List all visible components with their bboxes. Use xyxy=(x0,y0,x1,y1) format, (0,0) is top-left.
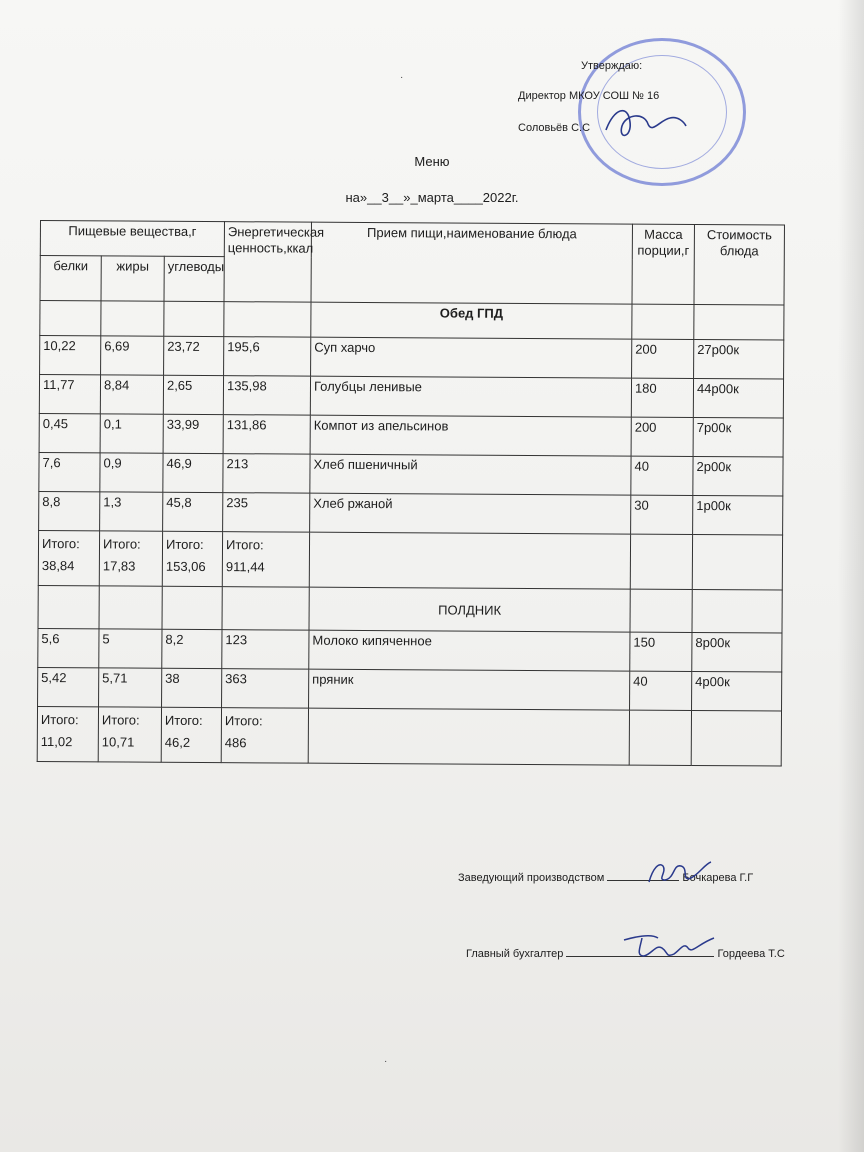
section-title: Обед ГПД xyxy=(311,302,632,339)
total-proteins: Итого: 38,84 xyxy=(38,530,99,585)
cell-proteins: 8,8 xyxy=(39,491,100,530)
cell-energy: 195,6 xyxy=(224,337,311,377)
accountant-name: Гордеева Т.С xyxy=(717,948,785,960)
cell-fats: 0,9 xyxy=(100,453,163,492)
cell-dish: Голубцы ленивые xyxy=(310,376,631,417)
cell-dish: пряник xyxy=(309,669,630,710)
header-energy: Энергетическая ценность,ккал xyxy=(224,222,311,303)
header-fats: жиры xyxy=(101,256,164,301)
cell-mass: 40 xyxy=(630,671,692,710)
header-proteins: белки xyxy=(40,256,101,301)
table-row xyxy=(39,452,783,496)
cell-proteins: 7,6 xyxy=(39,452,100,491)
total-fats: Итого: 10,71 xyxy=(98,707,161,762)
cell-fats: 6,69 xyxy=(101,336,164,375)
cell-cost: 1р00к xyxy=(693,495,783,535)
accountant-label: Главный бухгалтер xyxy=(466,948,564,960)
cell-energy: 235 xyxy=(223,493,310,533)
table-row xyxy=(40,336,784,380)
accountant-signature xyxy=(618,930,718,964)
total-proteins: Итого: 11,02 xyxy=(37,706,98,761)
table-row xyxy=(39,491,783,535)
cell-mass: 40 xyxy=(631,456,693,495)
total-carbs: Итого: 46,2 xyxy=(161,707,221,762)
cell-carbs: 45,8 xyxy=(163,492,223,531)
cell-dish: Хлеб ржаной xyxy=(310,493,631,534)
header-row-1 xyxy=(40,221,784,261)
table-row xyxy=(39,413,783,457)
cell-carbs: 46,9 xyxy=(163,453,223,492)
total-energy: Итого: 911,44 xyxy=(222,532,309,588)
cell-dish: Суп харчо xyxy=(311,337,632,378)
cell-cost: 27р00к xyxy=(694,339,784,379)
table-row xyxy=(38,667,782,711)
cell-fats: 1,3 xyxy=(100,492,163,531)
cell-energy: 135,98 xyxy=(223,376,310,416)
cell-mass: 200 xyxy=(631,417,693,456)
section-title: ПОЛДНИК xyxy=(309,587,630,632)
cell-dish: Хлеб пшеничный xyxy=(310,454,631,495)
cell-proteins: 10,22 xyxy=(40,336,101,375)
cell-energy: 363 xyxy=(222,669,309,709)
header-meal: Прием пищи,наименование блюда xyxy=(311,222,632,304)
cell-fats: 5,71 xyxy=(99,668,162,707)
cell-cost: 8р00к xyxy=(692,632,782,672)
cell-mass: 150 xyxy=(630,632,692,671)
table-row xyxy=(38,628,782,672)
section-row xyxy=(40,301,784,341)
total-row xyxy=(38,530,782,590)
total-energy: Итого: 486 xyxy=(221,708,308,764)
cell-fats: 0,1 xyxy=(100,414,163,453)
cell-dish: Компот из апельсинов xyxy=(310,415,631,456)
cell-energy: 131,86 xyxy=(223,415,310,455)
cell-cost: 2р00к xyxy=(693,456,783,496)
cell-dish: Молоко кипяченное xyxy=(309,630,630,671)
cell-proteins: 5,42 xyxy=(38,667,99,706)
cell-carbs: 2,65 xyxy=(163,375,223,414)
director-name: Соловьёв С.С xyxy=(518,122,591,134)
cell-carbs: 23,72 xyxy=(164,336,224,375)
total-row xyxy=(37,706,781,766)
total-fats: Итого: 17,83 xyxy=(99,531,162,586)
cell-proteins: 0,45 xyxy=(39,413,100,452)
cell-carbs: 8,2 xyxy=(162,629,222,668)
cell-energy: 123 xyxy=(222,630,309,670)
cell-mass: 180 xyxy=(631,378,693,417)
cell-proteins: 5,6 xyxy=(38,628,99,667)
paper-edge-shadow xyxy=(838,0,864,1152)
header-nutrients: Пищевые вещества,г xyxy=(40,221,224,257)
cell-cost: 44р00к xyxy=(693,378,783,418)
section-row xyxy=(38,585,782,633)
date-line: на»__3__»_марта____2022г. xyxy=(345,190,519,205)
menu-table xyxy=(37,220,785,767)
speck: · xyxy=(400,72,404,83)
production-signature xyxy=(645,858,715,888)
header-mass: Масса порции,г xyxy=(632,224,694,304)
cell-energy: 213 xyxy=(223,454,310,494)
production-name: Бочкарева Г.Г xyxy=(682,872,754,884)
table-row xyxy=(39,375,783,419)
total-carbs: Итого: 153,06 xyxy=(162,531,222,586)
cell-cost: 7р00к xyxy=(693,417,783,457)
speck: · xyxy=(384,1056,388,1067)
cell-fats: 5 xyxy=(99,629,162,668)
director-signature xyxy=(600,100,690,145)
cell-carbs: 38 xyxy=(162,668,222,707)
header-carbs: углеводы xyxy=(164,256,224,301)
cell-carbs: 33,99 xyxy=(163,414,223,453)
header-cost: Стоимость блюда xyxy=(694,224,784,305)
approve-label: Утверждаю: xyxy=(581,60,643,72)
cell-cost: 4р00к xyxy=(692,671,782,711)
cell-mass: 200 xyxy=(632,339,694,378)
cell-fats: 8,84 xyxy=(100,375,163,414)
cell-mass: 30 xyxy=(631,495,693,534)
production-label: Заведующий производством xyxy=(458,872,605,884)
page-title: Меню xyxy=(414,154,450,169)
cell-proteins: 11,77 xyxy=(39,375,100,414)
director-title: Директор МКОУ СОШ № 16 xyxy=(518,90,660,102)
